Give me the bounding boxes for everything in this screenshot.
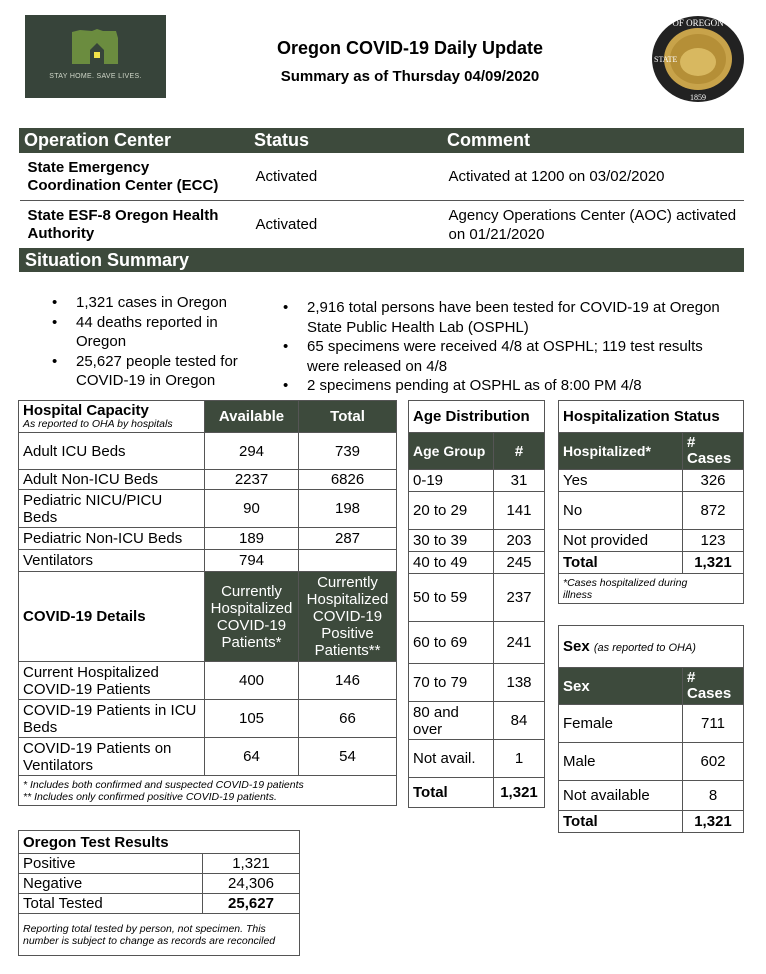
table-row [409, 702, 545, 740]
total-row [559, 811, 744, 833]
covid-details-header-row [19, 572, 397, 662]
covid-details-title: COVID-19 Details [19, 572, 205, 662]
operation-comment: Activated at 1200 on 03/02/2020 [443, 153, 744, 201]
operations-header-row [20, 129, 744, 153]
total-value: 739 [299, 433, 397, 470]
hosp-label: Yes [559, 470, 683, 492]
available-value: 794 [205, 550, 299, 572]
table-row [19, 662, 397, 700]
hosp-title-row [559, 401, 744, 433]
row-label: Pediatric Non-ICU Beds [19, 528, 205, 550]
logo-tagline: STAY HOME. SAVE LIVES. [49, 73, 142, 80]
hospital-capacity-table [18, 400, 397, 806]
table-row [19, 874, 300, 894]
available-value: 2237 [205, 470, 299, 490]
age-group: 60 to 69 [409, 622, 494, 664]
oregon-state-seal-icon [650, 14, 746, 104]
table-row [409, 530, 545, 552]
age-title-row [409, 401, 545, 433]
age-group: 80 and over [409, 702, 494, 740]
sex-title: Sex [563, 638, 590, 655]
col-total: Total [299, 401, 397, 433]
age-group: 40 to 49 [409, 552, 494, 574]
table-row [559, 470, 744, 492]
age-header-row [409, 433, 545, 470]
available-value: 294 [205, 433, 299, 470]
situation-right-list [283, 298, 739, 396]
logo-panel [25, 15, 166, 98]
sex-title-cell [559, 626, 744, 668]
hosp-label: No [559, 492, 683, 530]
value-1: 64 [205, 738, 299, 776]
table-row [19, 433, 397, 470]
table-row [559, 492, 744, 530]
situation-item: • 2,916 total persons have been tested for COVID-19 at Oregon State Public Health Lab (OSPHL) [283, 298, 739, 337]
page-subtitle: Summary as of Thursday 04/09/2020 [280, 68, 540, 85]
total-label: Total [409, 778, 494, 808]
covid-details-notes [19, 776, 397, 806]
age-distribution-title: Age Distribution [409, 401, 545, 433]
row-label: COVID-19 Patients on Ventilators [19, 738, 205, 776]
table-row [409, 622, 545, 664]
age-count: 138 [494, 664, 545, 702]
test-value: 1,321 [203, 854, 300, 874]
table-row [409, 552, 545, 574]
hospital-title-cell [19, 401, 205, 433]
total-row [409, 778, 545, 808]
operation-status: Activated [250, 201, 443, 249]
age-group: 70 to 79 [409, 664, 494, 702]
col-age-group: Age Group [409, 433, 494, 470]
hospitalization-status-table [558, 400, 744, 604]
age-group: 30 to 39 [409, 530, 494, 552]
row-label: Current Hospitalized COVID-19 Patients [19, 662, 205, 700]
table-row [19, 470, 397, 490]
hospitalization-footnote: *Cases hospitalized during illness [559, 574, 744, 604]
sex-header-row [559, 668, 744, 705]
table-row [409, 574, 545, 622]
table-row [19, 700, 397, 738]
col-currently-hospitalized-positive: Currently Hospitalized COVID-19 Positive Patients** [299, 572, 397, 662]
table-row [19, 550, 397, 572]
situation-item: • 65 specimens were received 4/8 at OSPHL; 119 test results were released on 4/8 [283, 337, 739, 376]
operation-status: Activated [250, 153, 443, 201]
age-count: 237 [494, 574, 545, 622]
age-group: 50 to 59 [409, 574, 494, 622]
test-results-table [18, 830, 300, 956]
col-sex: Sex [559, 668, 683, 705]
sex-count: 711 [683, 705, 744, 743]
seal-year-text: 1859 [690, 93, 706, 102]
available-value: 90 [205, 490, 299, 528]
age-group: 0-19 [409, 470, 494, 492]
test-results-note: Reporting total tested by person, not specimen. This number is subject to change as records are reconciled [19, 914, 300, 956]
operations-row [20, 153, 744, 201]
situation-item: • 44 deaths reported in Oregon [52, 313, 262, 352]
row-label: Adult ICU Beds [19, 433, 205, 470]
age-count: 31 [494, 470, 545, 492]
page-title: Oregon COVID-19 Daily Update [276, 38, 544, 58]
col-comment: Comment [443, 129, 744, 153]
table-row [19, 854, 300, 874]
test-value: 24,306 [203, 874, 300, 894]
table-row [559, 705, 744, 743]
row-label: Adult Non-ICU Beds [19, 470, 205, 490]
sex-label: Not available [559, 781, 683, 811]
total-value: 287 [299, 528, 397, 550]
value-1: 105 [205, 700, 299, 738]
total-label: Total [559, 811, 683, 833]
row-label: Ventilators [19, 550, 205, 572]
seal-side-text: STATE [654, 55, 678, 64]
test-label: Total Tested [19, 894, 203, 914]
age-count: 1 [494, 740, 545, 778]
situation-item: • 1,321 cases in Oregon [52, 293, 262, 313]
col-currently-hospitalized: Currently Hospitalized COVID-19 Patients* [205, 572, 299, 662]
tests-title-row [19, 831, 300, 854]
total-row [559, 552, 744, 574]
hosp-count: 326 [683, 470, 744, 492]
sex-label: Male [559, 743, 683, 781]
situation-item: • 2 specimens pending at OSPHL as of 8:00 PM 4/8 [283, 376, 739, 396]
age-count: 203 [494, 530, 545, 552]
oregon-home-icon [70, 28, 122, 66]
value-2: 146 [299, 662, 397, 700]
total-label: Total [559, 552, 683, 574]
hosp-label: Not provided [559, 530, 683, 552]
sex-label: Female [559, 705, 683, 743]
table-row [409, 470, 545, 492]
footnote: ** Includes only confirmed positive COVID-19 patients. [23, 790, 277, 803]
operation-center-name: State Emergency Coordination Center (ECC) [20, 153, 250, 201]
operations-table [19, 128, 744, 249]
col-count: # [494, 433, 545, 470]
available-value: 189 [205, 528, 299, 550]
age-count: 141 [494, 492, 545, 530]
note-row [559, 574, 744, 604]
table-row [19, 894, 300, 914]
operation-center-name: State ESF-8 Oregon Health Authority [20, 201, 250, 249]
situation-summary-header: Situation Summary [19, 248, 744, 272]
age-count: 241 [494, 622, 545, 664]
age-group: Not avail. [409, 740, 494, 778]
seal-top-text: OF OREGON [672, 18, 724, 28]
operations-row [20, 201, 744, 249]
table-row [559, 743, 744, 781]
table-row [559, 530, 744, 552]
table-row [19, 490, 397, 528]
test-results-title: Oregon Test Results [19, 831, 300, 854]
row-label: COVID-19 Patients in ICU Beds [19, 700, 205, 738]
col-hospitalized: Hospitalized* [559, 433, 683, 470]
col-status: Status [250, 129, 443, 153]
col-operation-center: Operation Center [20, 129, 250, 153]
situation-left-list [52, 293, 262, 391]
age-distribution-table [408, 400, 545, 808]
sex-count: 602 [683, 743, 744, 781]
operation-comment: Agency Operations Center (AOC) activated on 01/21/2020 [443, 201, 744, 249]
total-value: 198 [299, 490, 397, 528]
hosp-count: 872 [683, 492, 744, 530]
value-2: 54 [299, 738, 397, 776]
age-count: 84 [494, 702, 545, 740]
hospital-capacity-title: Hospital Capacity [23, 401, 149, 419]
sex-table [558, 625, 744, 833]
value-2: 66 [299, 700, 397, 738]
hosp-header-row [559, 433, 744, 470]
note-row [19, 914, 300, 956]
total-value: 1,321 [683, 552, 744, 574]
col-cases: # Cases [683, 433, 744, 470]
table-row [409, 740, 545, 778]
total-value: 1,321 [683, 811, 744, 833]
notes-row [19, 776, 397, 806]
sex-title-row [559, 626, 744, 668]
hospitalization-status-title: Hospitalization Status [559, 401, 744, 433]
age-group: 20 to 29 [409, 492, 494, 530]
total-value: 6826 [299, 470, 397, 490]
test-label: Negative [19, 874, 203, 894]
table-row [409, 664, 545, 702]
total-value [299, 550, 397, 572]
total-value: 1,321 [494, 778, 545, 808]
col-cases: # Cases [683, 668, 744, 705]
age-count: 245 [494, 552, 545, 574]
test-label: Positive [19, 854, 203, 874]
sex-count: 8 [683, 781, 744, 811]
hospital-header-row [19, 401, 397, 433]
table-row [559, 781, 744, 811]
situation-item: • 25,627 people tested for COVID-19 in Oregon [52, 352, 262, 391]
hospital-capacity-subtitle: As reported to OHA by hospitals [23, 417, 173, 430]
sex-title-note: (as reported to OHA) [593, 642, 696, 654]
test-value: 25,627 [203, 894, 300, 914]
table-row [19, 528, 397, 550]
hosp-count: 123 [683, 530, 744, 552]
row-label: Pediatric NICU/PICU Beds [19, 490, 205, 528]
table-row [409, 492, 545, 530]
table-row [19, 738, 397, 776]
col-available: Available [205, 401, 299, 433]
value-1: 400 [205, 662, 299, 700]
footnote: * Includes both confirmed and suspected COVID-19 patients [23, 778, 304, 791]
